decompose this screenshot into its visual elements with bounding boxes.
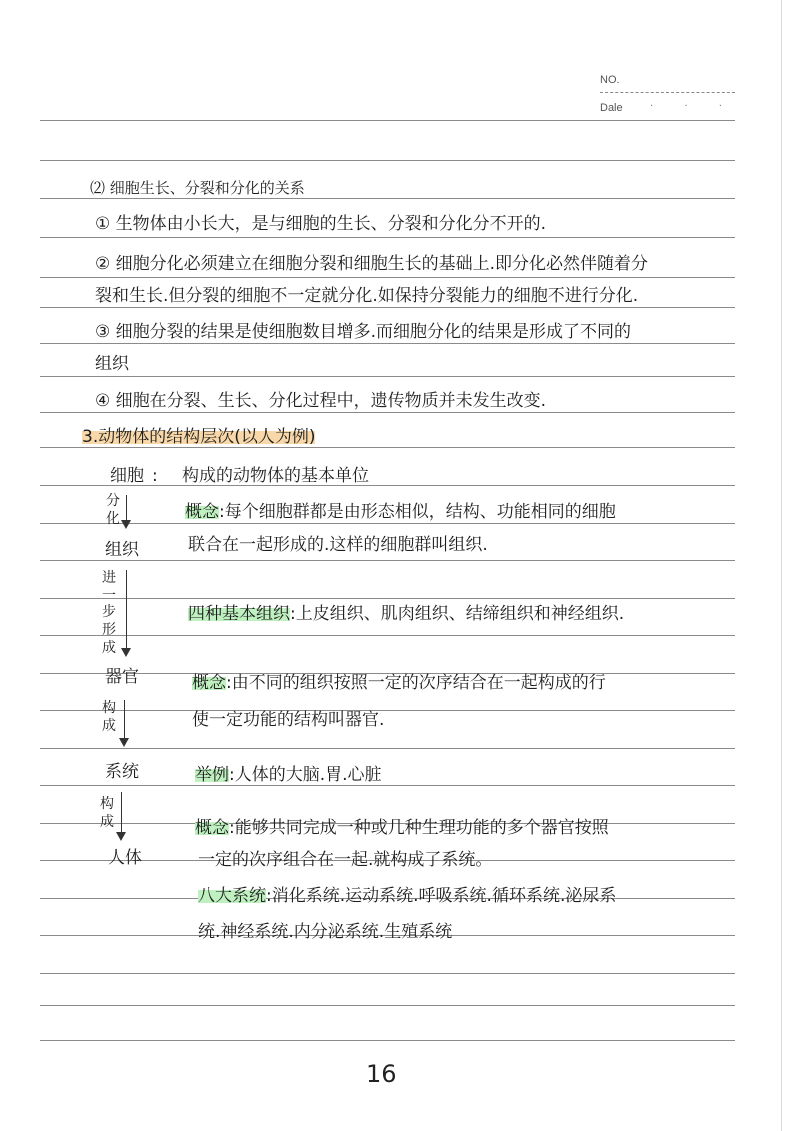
example-label: 举例 — [195, 765, 229, 785]
level-organ: 器官 — [105, 667, 139, 687]
example-text: :人体的大脑.胃.心脏 — [229, 765, 382, 785]
section2-point-3-line-1: ③ 细胞分裂的结果是使细胞数目增多.而细胞分化的结果是形成了不同的 — [95, 322, 632, 342]
section2-point-2-line-2: 裂和生长.但分裂的细胞不一定就分化.如保持分裂能力的细胞不进行分化. — [95, 286, 639, 306]
section2-point-1: ① 生物体由小长大，是与细胞的生长、分裂和分化分不开的. — [95, 214, 547, 234]
level-cell: 细胞 — [110, 466, 144, 486]
level-tissue: 组织 — [105, 540, 139, 560]
four-tissues-label: 四种基本组织 — [188, 604, 290, 624]
page-number: 16 — [366, 1060, 397, 1088]
date-dots: · · · — [650, 101, 736, 112]
page-edge — [781, 0, 782, 1131]
organ-concept-label: 概念 — [192, 673, 226, 693]
eight-systems-line-2: 统.神经系统.内分泌系统.生殖系统 — [198, 922, 453, 942]
level-human-body: 人体 — [108, 848, 142, 868]
eight-systems-line-1: :消化系统.运动系统.呼吸系统.循环系统.泌尿系 — [266, 886, 617, 906]
four-tissues-text: :上皮组织、肌肉组织、结缔组织和神经组织. — [290, 604, 625, 624]
system-concept-line-1: :能够共同完成一种或几种生理功能的多个器官按照 — [229, 818, 609, 838]
tissue-concept-label: 概念 — [185, 502, 219, 522]
organ-concept-line-2: 使一定功能的结构叫器官. — [192, 710, 385, 730]
date-label: Dale — [600, 102, 623, 114]
no-dashed-line — [600, 92, 735, 93]
section2-title: ⑵ 细胞生长、分裂和分化的关系 — [90, 179, 305, 197]
eight-systems-label: 八大系统 — [198, 886, 266, 906]
section3-title: 3.动物体的结构层次(以人为例) — [82, 427, 316, 447]
no-label: NO. — [600, 74, 620, 86]
tissue-concept-line-1: :每个细胞群都是由形态相似，结构、功能相同的细胞 — [219, 502, 616, 522]
cell-description: 构成的动物体的基本单位 — [182, 466, 369, 486]
section2-point-4: ④ 细胞在分裂、生长、分化过程中，遗传物质并未发生改变. — [95, 391, 547, 411]
section2-point-3-line-2: 组织 — [95, 354, 129, 374]
organ-concept-line-1: :由不同的组织按照一定的次序结合在一起构成的行 — [226, 673, 606, 693]
system-concept-line-2: 一定的次序组合在一起.就构成了系统。 — [198, 850, 493, 870]
section2-point-2-line-1: ② 细胞分化必须建立在细胞分裂和细胞生长的基础上.即分化必然伴随着分 — [95, 254, 649, 274]
system-concept-label: 概念 — [195, 818, 229, 838]
tissue-concept-line-2: 联合在一起形成的.这样的细胞群叫组织. — [188, 535, 488, 555]
cell-colon: : — [152, 466, 158, 486]
level-system: 系统 — [105, 762, 139, 782]
